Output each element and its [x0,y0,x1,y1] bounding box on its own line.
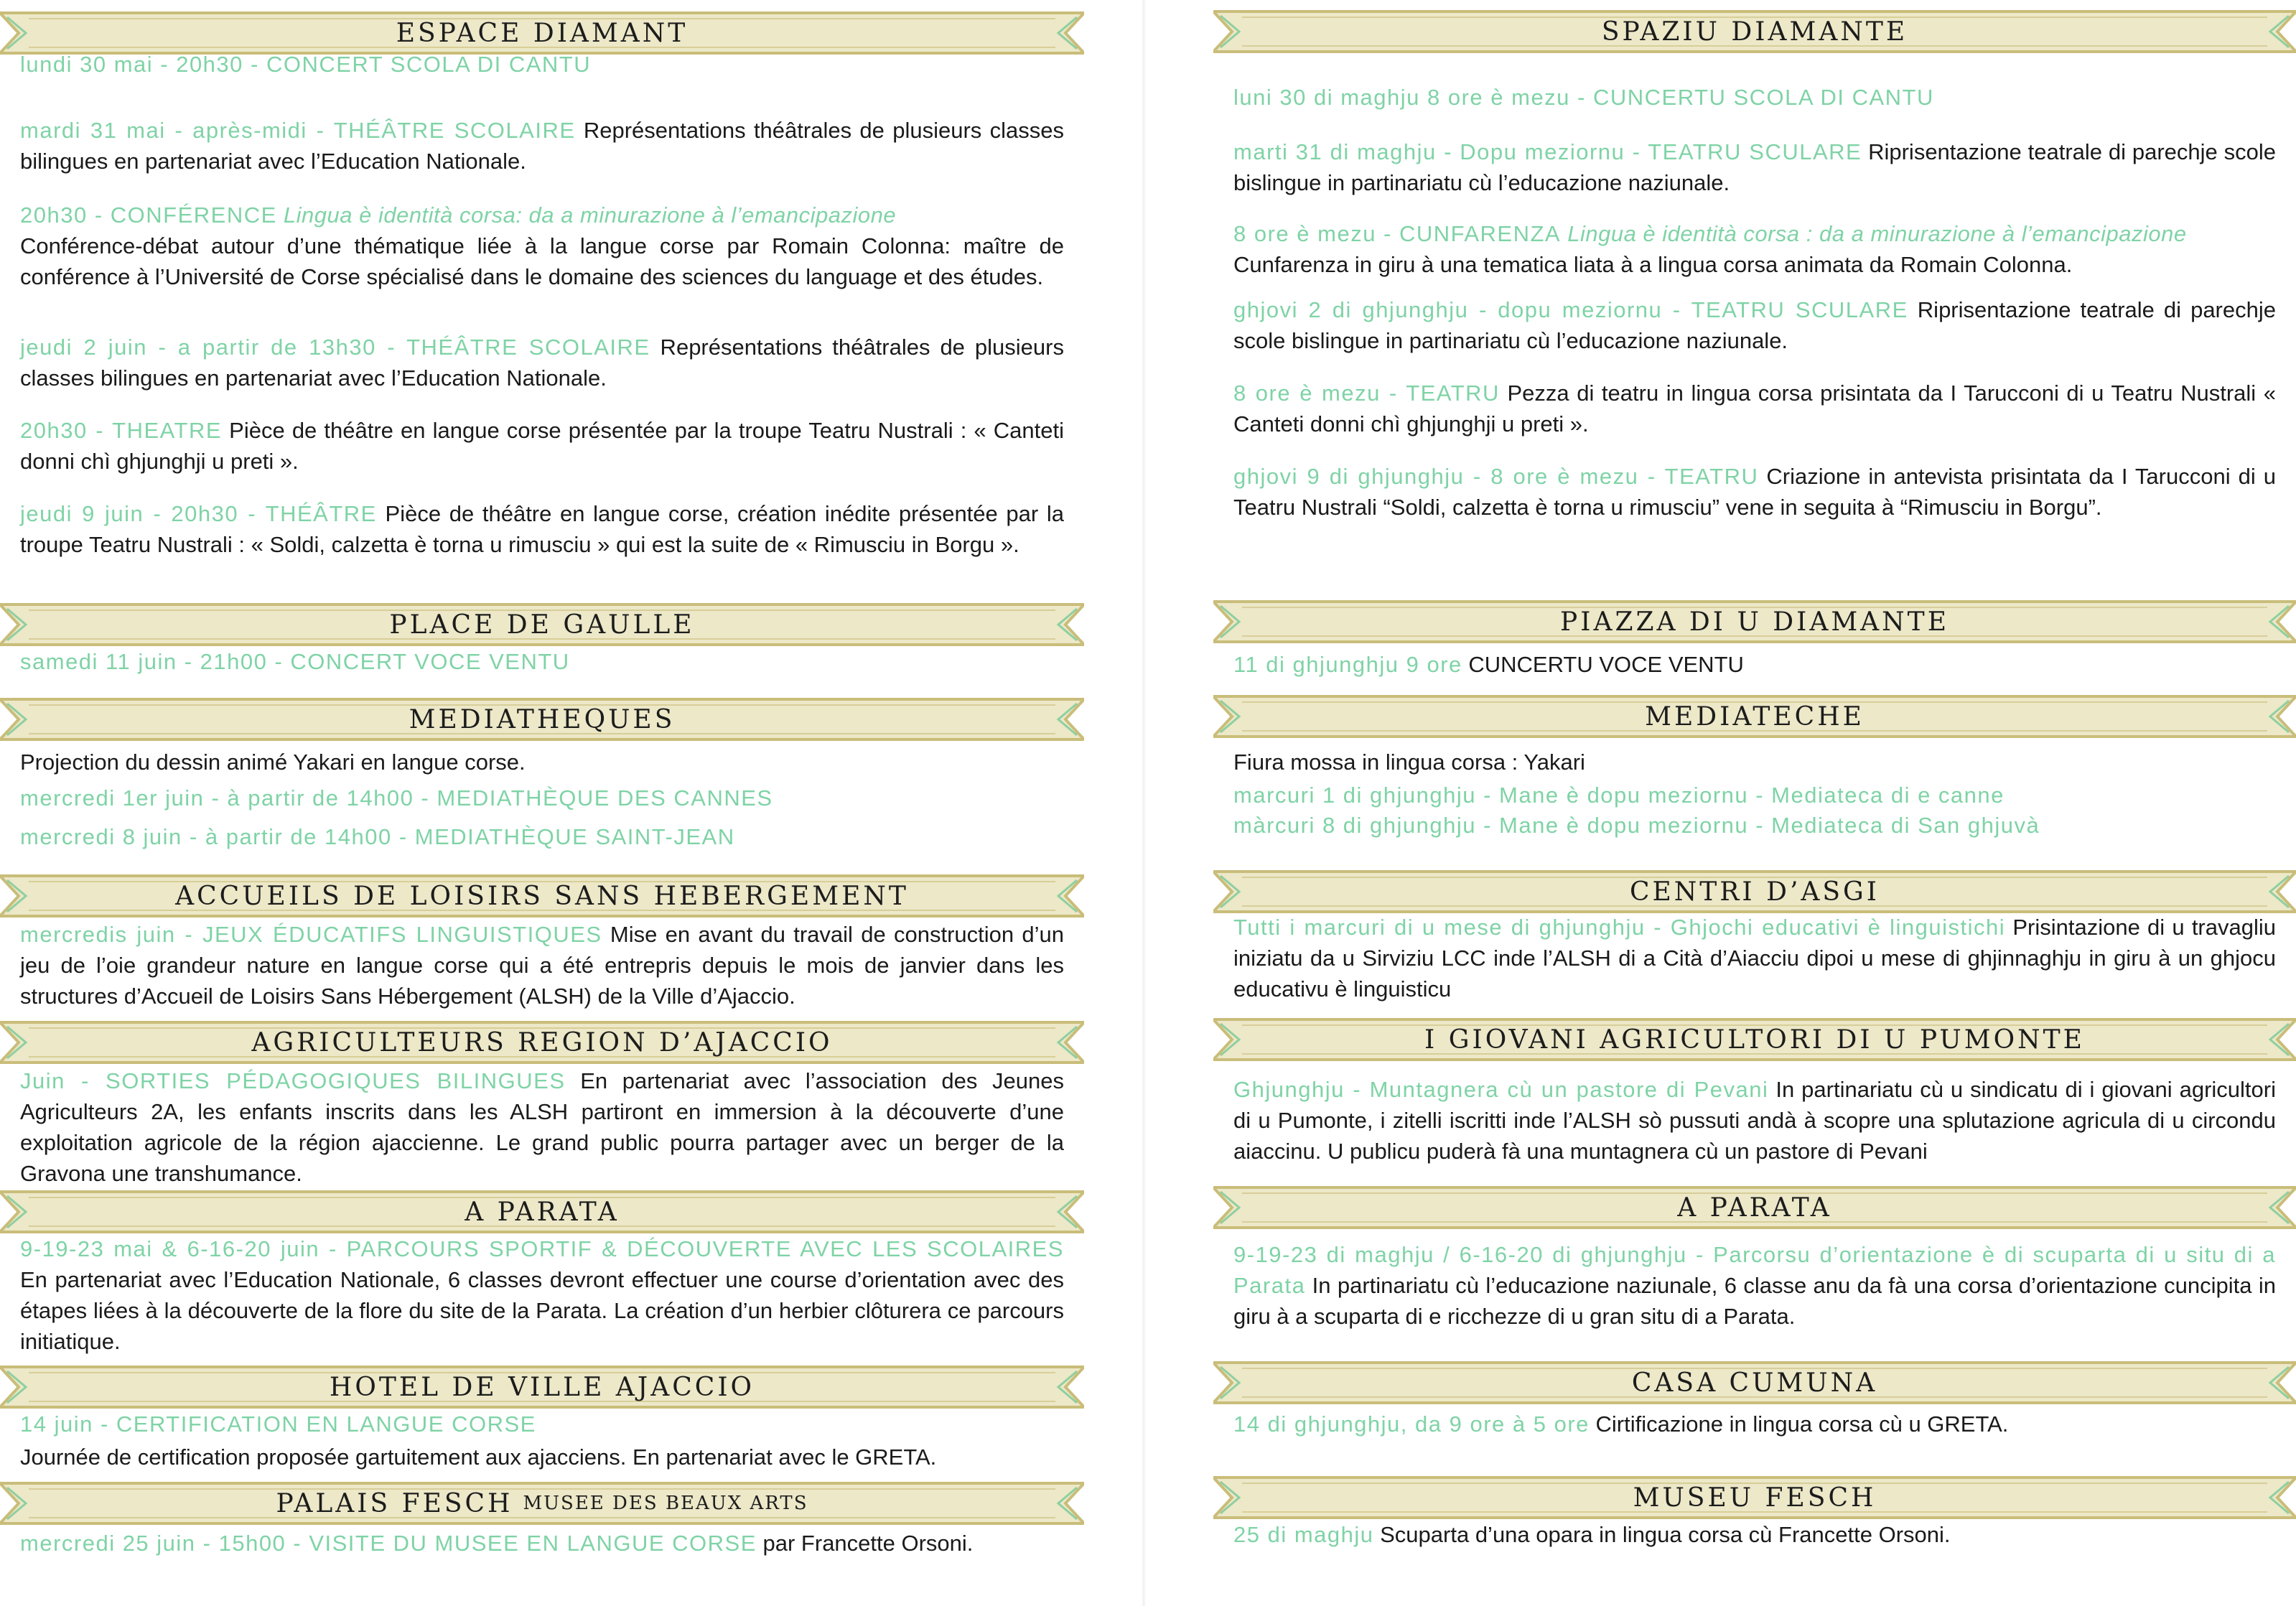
event-description: Fiura mossa in lingua corsa : Yakari [1233,750,1585,775]
event-heading: 20h30 - CONFÉRENCE [20,202,277,228]
event-entry [20,1442,1064,1472]
event-description: Cirtificazione in lingua corsa cù u GRETA. [1589,1411,2009,1437]
section-banner [0,696,1084,742]
event-entry [20,332,1064,393]
section-banner [1213,1360,2296,1406]
event-description: Scuparta d’una opara in lingua corsa cù Francette Orsoni. [1373,1522,1951,1547]
section-banner [1213,1185,2296,1231]
section-banner [1213,694,2296,739]
section-title [0,602,1084,648]
event-description: In partinariatu cù l’educazione naziunale, 6 classe anu da fà una corsa d’orientazione cuncipita in giru à a scuparta di e ricchezze di u gran situ di a Parata. [1233,1273,2276,1329]
event-heading: mercredi 1er juin - à partir de 14h00 - MEDIATHÈQUE DES CANNES [20,785,773,811]
event-entry [1233,780,2276,811]
section-title [1213,1185,2296,1231]
section-title-text: ESPACE DIAMANT [396,18,689,48]
section-title-text: I GIOVANI AGRICULTORI DI U PUMONTE [1424,1024,2085,1055]
event-entry [20,1233,1064,1357]
event-description: Riprisentazione teatrale di parechje scole bislingue in partinariatu cù l’educazione naziunale. [1233,297,2276,353]
event-description: Projection du dessin animé Yakari en langue corse. [20,750,526,775]
section-banner [1213,1475,2296,1521]
section-title [1213,1475,2296,1521]
section-title-text: CASA CUMUNA [1631,1368,1878,1398]
event-entry [1233,747,2276,778]
event-entry [1233,810,2276,841]
section-title [0,1480,1084,1526]
event-description: Représentations théâtrales de plusieurs classes bilingues en partenariat avec l’Education Nationale. [20,335,1064,391]
event-entry [20,200,1064,292]
section-title [0,873,1084,919]
event-heading: mercredi 25 juin - 15h00 - VISITE DU MUSEE EN LANGUE CORSE [20,1531,757,1556]
event-entry [1233,649,2276,680]
event-heading: Juin - SORTIES PÉDAGOGIQUES BILINGUES [20,1068,566,1093]
event-heading: mercredis juin - JEUX ÉDUCATIFS LINGUISTIQUES [20,922,602,947]
event-heading: jeudi 2 juin - a partir de 13h30 - THÉÂTRE SCOLAIRE [20,335,650,360]
section-title-text: PIAZZA DI U DIAMANTE [1560,607,1949,637]
event-entry [20,1065,1064,1189]
section-title [1213,1360,2296,1406]
section-title-text: A PARATA [1677,1192,1832,1223]
section-banner [0,1364,1084,1410]
event-entry [20,415,1064,477]
event-heading: ghjovi 2 di ghjunghju - dopu meziornu - TEATRU SCULARE [1233,297,1908,322]
section-title-text: PLACE DE GAULLE [389,610,695,640]
section-title-text: AGRICULTEURS REGION D’AJACCIO [251,1027,833,1058]
section-banner [0,1480,1084,1526]
event-entry [20,115,1064,177]
event-heading: mardi 31 mai - après-midi - THÉÂTRE SCOLAIRE [20,118,576,143]
section-title-text: ACCUEILS DE LOISIRS SANS HEBERGEMENT [175,881,909,911]
event-heading: 25 di maghju [1233,1522,1374,1547]
event-heading: ghjovi 9 di ghjunghju - 8 ore è mezu - TEATRU [1233,464,1759,489]
section-banner [0,873,1084,919]
event-heading: 11 di ghjunghju 9 ore [1233,652,1462,677]
event-description: Mise en avant du travail de construction d’un jeu de l’oie grandeur nature en langue corse qui a été entrepris depuis le mois de janvier dans les structures d’Accueil de Loisirs Sans Hébergement (ALSH) de la Ville d’Ajaccio. [20,922,1065,1009]
event-heading: 8 ore è mezu - CUNFARENZA [1233,221,1562,246]
event-heading: màrcuri 8 di ghjunghju - Mane è dopu meziornu - Mediateca di San ghjuvà [1233,813,2040,838]
event-heading: 20h30 - THEATRE [20,418,223,443]
section-title-text: HOTEL DE VILLE AJACCIO [329,1372,755,1402]
event-entry [20,821,1064,852]
section-title-text: MEDIATECHE [1645,701,1865,732]
event-heading: Tutti i marcuri di u mese di ghjunghju - Ghjochi educativi è linguistichi [1233,915,2006,940]
event-heading: mercredi 8 juin - à partir de 14h00 - MEDIATHÈQUE SAINT-JEAN [20,824,735,849]
event-entry [20,919,1064,1012]
section-title-text: MEDIATHEQUES [409,704,676,734]
section-title [1213,869,2296,915]
event-heading: 9-19-23 di maghju / 6-16-20 di ghjunghju - Parcorsu d’orientazione è di scuparta di u situ di a Parata [1233,1242,2276,1298]
event-entry [20,783,1064,813]
section-banner [0,1189,1084,1235]
event-heading: 8 ore è mezu - TEATRU [1233,381,1500,406]
event-heading: luni 30 di maghju 8 ore è mezu - CUNCERTU SCOLA DI CANTU [1233,85,1934,110]
section-title [1213,1017,2296,1063]
event-heading: 14 juin - CERTIFICATION EN LANGUE CORSE [20,1411,536,1437]
event-description: Cunfarenza in giru à una tematica liata à a lingua corsa animata da Romain Colonna. [1233,252,2073,277]
section-title-text: MUSEU FESCH [1633,1483,1877,1513]
event-description: Prisintazione di u travagliu iniziatu da u Sirviziu LCC inde l’ALSH di a Cità d’Aiacciu dipoi u mese di ghjinnaghju in giru à un ghjocu educativu è linguisticu [1233,915,2276,1002]
event-entry [20,747,1064,778]
event-description: Conférence-débat autour d’une thématique liée à la langue corse par Romain Colonna: maître de conférence à l’Université de Corse spécialisé dans le domaine des sciences du language et des études. [20,233,1064,289]
event-entry [1233,1519,2276,1550]
event-heading: marti 31 di maghju - Dopu meziornu - TEATRU SCULARE [1233,139,1862,164]
section-title-text: PALAIS FESCH [276,1488,513,1518]
event-entry [1233,1409,2276,1439]
section-subtitle: MUSEE DES BEAUX ARTS [523,1493,808,1514]
section-title [1213,599,2296,645]
section-title [0,696,1084,742]
event-heading: lundi 30 mai - 20h30 - CONCERT SCOLA DI CANTU [20,52,592,77]
event-description: In partinariatu cù u sindicatu di i giovani agricultori di u Pumonte, i zitelli iscritti inde l’ALSH sò pussuti andà à scopre una splutazione agricula di u circondu aiaccinu. U publicu puderà fà una muntagnera cù un pastore di Pevani [1233,1077,2276,1164]
section-title [0,1189,1084,1235]
section-title-text: A PARATA [465,1197,620,1227]
event-description: par Francette Orsoni. [756,1531,974,1556]
section-title [1213,694,2296,739]
event-heading: samedi 11 juin - 21h00 - CONCERT VOCE VENTU [20,649,570,674]
event-entry [1233,1074,2276,1167]
event-description: Pezza di teatru in lingua corsa prisintata da I Tarucconi di u Teatru Nustrali « Canteti donni chì ghjunghji u preti ». [1233,381,2276,436]
event-description: Représentations théâtrales de plusieurs classes bilingues en partenariat avec l’Education Nationale. [20,118,1064,174]
event-heading: jeudi 9 juin - 20h30 - THÉÂTRE [20,501,377,526]
event-description: En partenariat avec l’Education Nationale, 6 classes devront effectuer une course d’orientation avec des étapes liées à la découverte de la flore du site de la Parata. La création d’un herbier clôturera ce parcours initiatique. [20,1267,1064,1354]
event-description: Journée de certification proposée gartuitement aux ajacciens. En partenariat avec le GRETA. [20,1444,937,1470]
event-entry [20,49,1064,80]
event-entry [20,646,1064,677]
section-banner [1213,869,2296,915]
event-entry [1233,912,2276,1004]
section-banner [1213,599,2296,645]
event-description: Criazione in antevista prisintata da I Tarucconi di u Teatru Nustrali “Soldi, calzetta è torna u rimusciu” vene in seguita à “Rimusciu in Borgu”. [1233,464,2276,520]
section-title-text: SPAZIU DIAMANTE [1601,17,1908,47]
event-subtitle-italic: Lingua è identità corsa : da a minurazione à l’emancipazione [1561,221,2187,246]
event-subtitle-italic: Lingua è identità corsa: da a minurazione à l’emancipazione [276,202,897,228]
event-description: CUNCERTU VOCE VENTU [1462,652,1744,677]
event-entry [1233,218,2276,280]
event-description: En partenariat avec l’association des Jeunes Agriculteurs 2A, les enfants inscrits dans les ALSH partiront en immersion à la découverte d’une exploitation agricole de la région ajaccienne. Le grand public pourra partager avec un berger de la Gravona une transhumance. [20,1068,1064,1186]
event-entry [1233,136,2276,198]
page-fold [1142,0,1146,1606]
event-entry [20,498,1064,560]
section-banner [1213,1017,2296,1063]
event-description: Pièce de théâtre en langue corse présentée par la troupe Teatru Nustrali : « Canteti donni chì ghjunghji u preti ». [20,418,1064,474]
section-title [0,1019,1084,1065]
section-banner [1213,9,2296,55]
event-entry [1233,82,2276,113]
event-description: Riprisentazione teatrale di parechje scole bislingue in partinariatu cù l’educazione naziunale. [1233,139,2277,195]
event-entry [1233,294,2276,356]
event-entry [20,1409,1064,1439]
event-heading: marcuri 1 di ghjunghju - Mane è dopu meziornu - Mediateca di e canne [1233,783,2005,808]
section-title-text: CENTRI D’ASGI [1629,877,1880,907]
event-entry [1233,461,2276,523]
event-entry [1233,378,2276,439]
section-title [0,1364,1084,1410]
event-description: Pièce de théâtre en langue corse, création inédite présentée par la troupe Teatru Nustrali : « Soldi, calzetta è torna u rimusciu » qui est la suite de « Rimusciu in Borgu ». [20,501,1065,557]
section-banner [0,602,1084,648]
section-title [1213,9,2296,55]
section-banner [0,1019,1084,1065]
event-entry [20,1528,1064,1559]
event-heading: Ghjunghju - Muntagnera cù un pastore di Pevani [1233,1077,1769,1102]
event-heading: 14 di ghjunghju, da 9 ore à 5 ore [1233,1411,1590,1437]
event-heading: 9-19-23 mai & 6-16-20 juin - PARCOURS SPORTIF & DÉCOUVERTE AVEC LES SCOLAIRES [20,1236,1064,1261]
event-entry [1233,1239,2276,1332]
